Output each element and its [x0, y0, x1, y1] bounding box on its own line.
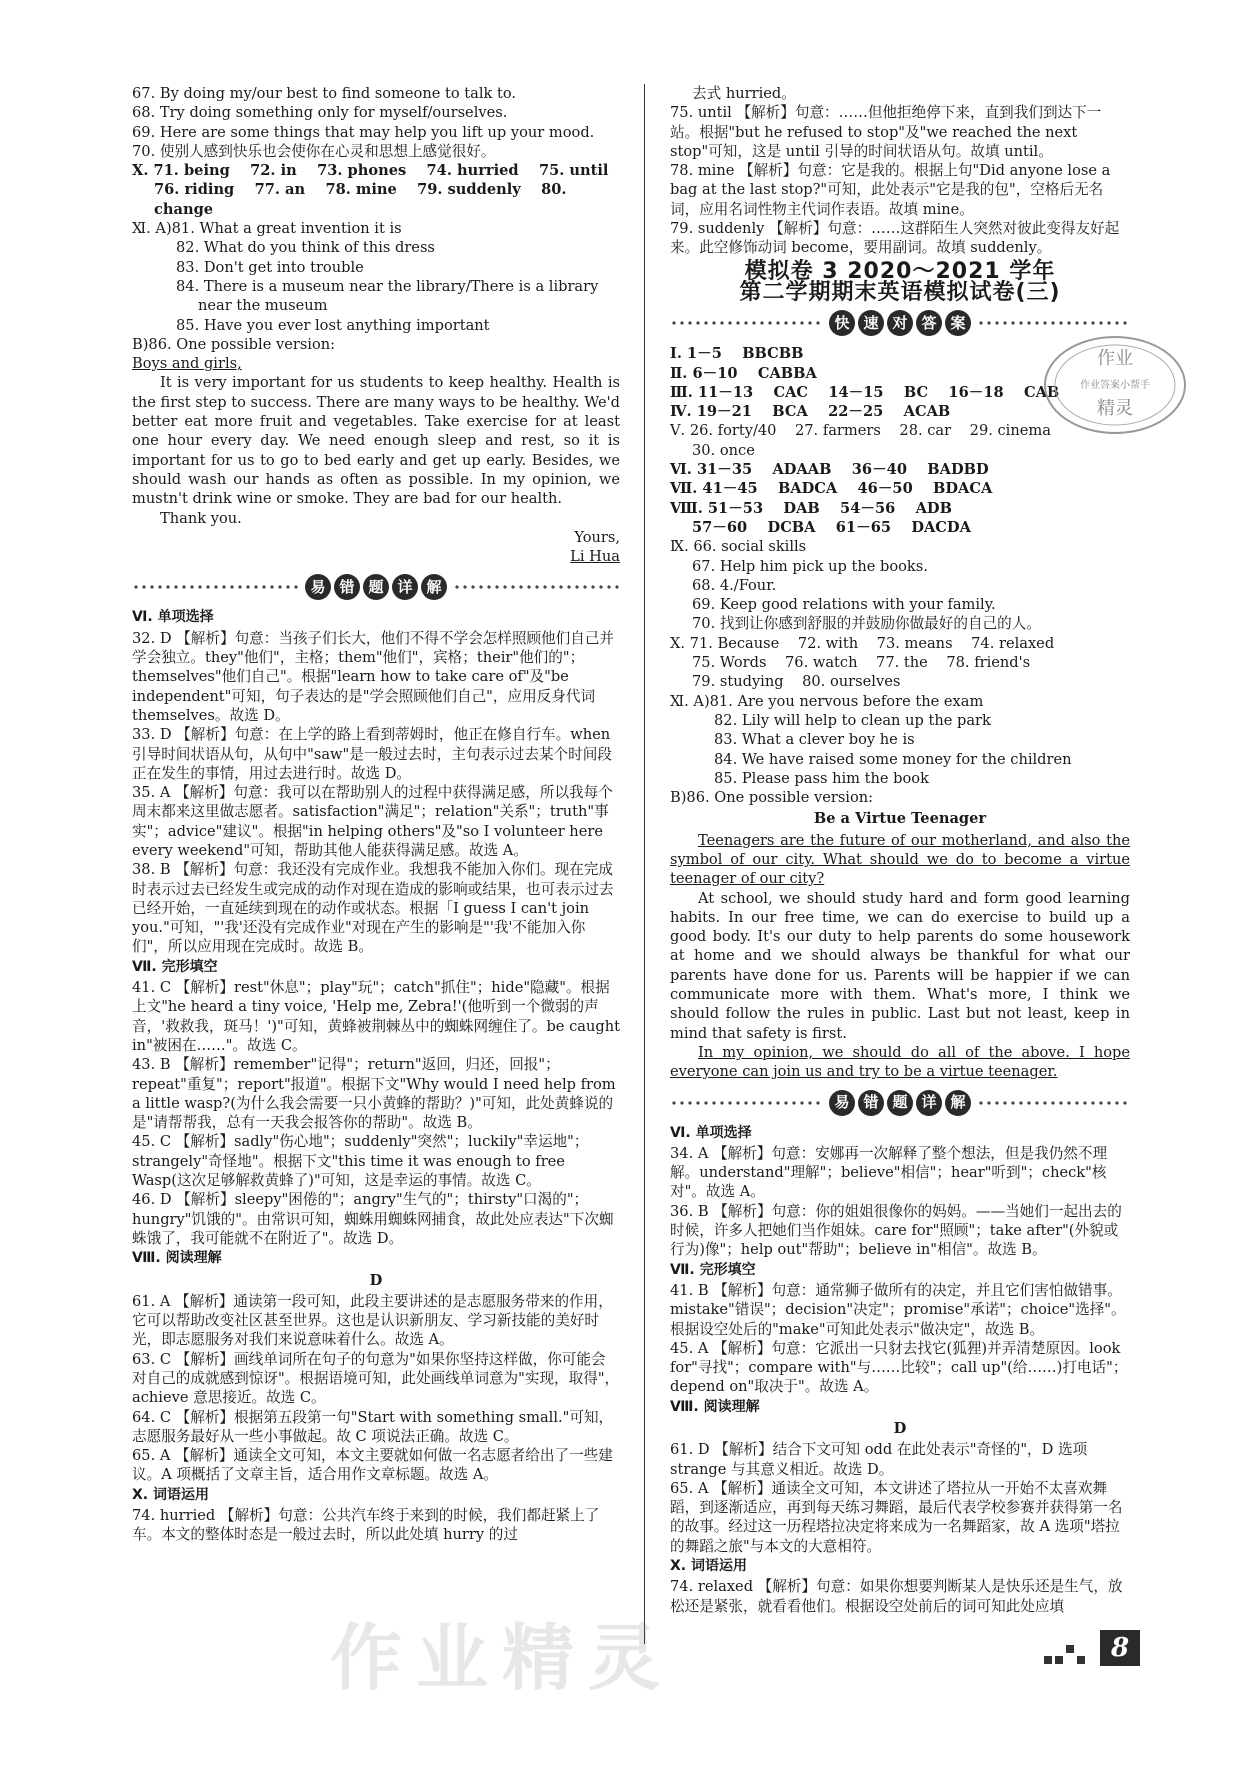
left-column: [132, 84, 625, 1545]
section-banner: [132, 572, 620, 602]
answer-line: 68. Try doing something only for myself/ourselves.: [132, 104, 508, 122]
banner-char: 错: [858, 1090, 884, 1116]
essay-title: Be a Virtue Teenager: [813, 810, 987, 828]
answer-line: 85. Please pass him the book: [714, 769, 929, 787]
explanation-item: 41. B 【解析】句意：通常狮子做所有的决定，并且它们害怕做错事。mistake"错误"；decision"决定"；promise"承诺"；choice"选择"。根据设空处后的"make"可知此处表示"做决定"，故选 B。: [670, 1281, 1126, 1338]
explanation-item: 61. A 【解析】通读第一段可知，此段主要讲述的是志愿服务带来的作用，它可以帮助改变社区甚至世界。这也是认识新朋友、学习新技能的美好时光，即志愿服务对我们来说意味着什么。故选 A。: [132, 1292, 613, 1349]
answer-line: B)86. One possible version:: [132, 335, 336, 353]
answer-line: 68. 4./Four.: [692, 576, 777, 594]
answer-line: 83. Don't get into trouble: [176, 258, 364, 276]
answer-line: 82. What do you think of this dress: [176, 239, 435, 257]
answer-line: 67. Help him pick up the books.: [692, 557, 928, 575]
answer-line: 57－60 DCBA 61－65 DACDA: [692, 518, 971, 536]
explanation-item: 78. mine 【解析】句意：它是我的。根据上句"Did anyone lose a bag at the last stop?"可知，此处表示"它是我的包"，空格后无名词，应用名词性物主代词作表语。故填 mine。: [670, 162, 1115, 218]
answer-line: 76. riding 77. an 78. mine 79. suddenly 80. change: [154, 181, 572, 218]
answer-line: Ⅺ. A)81. What a great invention it is: [132, 220, 402, 238]
explanation-item: 63. C 【解析】画线单词所在句子的句意为"如果你坚持这样做，你可能会对自己的成就感到惊讶"。根据语境可知，此处画线单词意为"实现，取得"，achieve 意思接近。故选 C。: [132, 1350, 620, 1407]
section-heading: Ⅵ. 单项选择: [132, 609, 214, 626]
banner-char: 详: [392, 574, 418, 600]
answer-line: Ⅳ. 19－21 BCA 22－25 ACAB: [670, 403, 951, 421]
watermark-text: 作业精灵: [330, 1616, 675, 1700]
answer-line: 30. once: [692, 441, 755, 459]
explanation-item: 75. until 【解析】句意：……但他拒绝停下来，直到我们到达下一站。根据"but he refused to stop"及"we reached the next stop"可知，这是 until 引导的时间状语从句。故填 until。: [670, 104, 1102, 160]
explanation-item: 35. A 【解析】句意：我可以在帮助别人的过程中获得满足感，所以我每个周末都来这里做志愿者。satisfaction"满足"；relation"关系"；truth"事实"；advice"建议"。根据"in helping others"及"so I volunteer here every weekend"可知，帮助其他人能获得满足感。故选 A。: [132, 784, 613, 859]
page-number: 8: [1100, 1630, 1140, 1666]
explanation-item: 64. C 【解析】根据第五段第一句"Start with something small."可知，志愿服务最好从一些小事做起。故 C 项说法正确。故选 C。: [132, 1408, 614, 1445]
essay-signature: Li Hua: [570, 548, 620, 566]
explanation-item: 79. suddenly 【解析】句意：……这群陌生人突然对彼此变得友好起来。此空修饰动词 become，要用副词。故填 suddenly。: [670, 220, 1120, 257]
dots-decoration: [670, 321, 823, 325]
section-heading: Ⅷ. 阅读理解: [670, 1398, 760, 1415]
answer-line: 85. Have you ever lost anything important: [176, 316, 490, 334]
explanation-item: 去式 hurried。: [692, 85, 796, 102]
banner-char: 答: [916, 310, 942, 336]
banner-char: 易: [305, 574, 331, 600]
answer-line: 84. We have raised some money for the children: [714, 750, 1072, 768]
explanation-item: 74. hurried 【解析】句意：公共汽车终于来到的时候，我们都赶紧上了车。本文的整体时态是一般过去时，所以此处填 hurry 的过: [132, 1507, 600, 1544]
page-corner-decoration: [1044, 1642, 1094, 1664]
explanation-item: 36. B 【解析】句意：你的姐姐很像你的妈妈。——当她们一起出去的时候，许多人把她们当作姐妹。care for"照顾"；take after"(外貌或行为)像"；help out"帮助"；believe in"相信"。故选 B。: [670, 1202, 1122, 1259]
explanation-item: 43. B 【解析】remember"记得"；return"返回，归还，回报"；repeat"重复"；report"报道"。根据下文"Why would I need help from a little wasp?(为什么我会需要一只小黄蜂的帮助？)"可知，此处黄蜂说的是"请帮帮我，总有一天我会报答你的帮助"。故选 B。: [132, 1056, 621, 1132]
banner-char: 对: [887, 310, 913, 336]
section-heading: Ⅶ. 完形填空: [670, 1261, 756, 1278]
explanation-item: 45. C 【解析】sadly"伤心地"；suddenly"突然"；luckily"幸运地"；strangely"奇怪地"。根据下文"this time it was enough to free Wasp(这次足够解救黄蜂了)"可知，这是幸运的事情。故选 C。: [132, 1133, 589, 1190]
banner-char: 解: [421, 574, 447, 600]
passage-letter: D: [893, 1420, 907, 1437]
banner-char: 速: [858, 310, 884, 336]
explanation-item: 65. A 【解析】通读全文可知，本文讲述了塔拉从一开始不太喜欢舞蹈，到逐渐适应，再到每天练习舞蹈，最后代表学校参赛并获得第一名的故事。经过这一历程塔拉决定将来成为一名舞蹈家，故 A 选项"塔拉的舞蹈之旅"与本文的大意相符。: [670, 1479, 1123, 1555]
banner-char: 快: [829, 310, 855, 336]
essay-paragraph: Teenagers are the future of our motherland, and also the symbol of our city. What should we do to become a virtue teenager of our city?: [670, 831, 1130, 888]
explanation-item: 61. D 【解析】结合下文可知 odd 在此处表示"奇怪的"，D 选项 strange 与其意义相近。故选 D。: [670, 1441, 1092, 1478]
answer-line: 69. Here are some things that may help you lift up your mood.: [132, 123, 595, 141]
answer-line: Ⅷ. 51－53 DAB 54－56 ADB: [670, 499, 952, 517]
exam-title-line1: 模拟卷 3 2020～2021 学年: [744, 258, 1056, 284]
explanation-item: 45. A 【解析】句意：它派出一只豺去找它(狐狸)并弄清楚原因。look for"寻找"；compare with"与……比较"；call up"(给……)打电话"；depend on"取决于"。故选 A。: [670, 1339, 1128, 1396]
answer-line: 82. Lily will help to clean up the park: [714, 711, 991, 729]
answer-line: Ⅶ. 41－45 BADCA 46－50 BDACA: [670, 480, 993, 498]
answer-line: Ⅴ. 26. forty/40 27. farmers 28. car 29. cinema: [670, 422, 1051, 440]
answer-line: 83. What a clever boy he is: [714, 731, 915, 749]
explanation-item: 32. D 【解析】句意：当孩子们长大，他们不得不学会怎样照顾他们自己并学会独立。they"他们"，主格；them"他们"，宾格；their"他们的"；themselves"他们自己"。根据"learn how to take care of"及"be independent"可知，句子表达的是"学会照顾他们自己"，应用反身代词 themselves。故选 D。: [132, 629, 615, 724]
essay-paragraph: At school, we should study hard and form good learning habits. In our free time, we can do exercise to build up a good body. It's our duty to help parents do some housework at home and we should always be thankful for what our parents have done for us. Parents will be happier if we can communicate more with them. What's more, I think we should follow the rules in public. Last but not least, keep in mind that safety is first.: [670, 889, 1130, 1042]
answer-line: 75. Words 76. watch 77. the 78. friend's: [692, 654, 1031, 672]
answer-line: 79. studying 80. ourselves: [692, 673, 901, 691]
answer-line: near the museum: [198, 297, 328, 315]
dots-decoration: [132, 585, 299, 589]
answer-line: 70. 找到让你感到舒服的并鼓励你做最好的自己的人。: [692, 615, 1041, 633]
dots-decoration: [453, 585, 620, 589]
answer-line: Ⅹ. 71. being 72. in 73. phones 74. hurried 75. until: [132, 162, 609, 180]
answer-line: 69. Keep good relations with your family.: [692, 596, 996, 614]
explanation-item: 46. D 【解析】sleepy"困倦的"；angry"生气的"；thirsty"口渴的"；hungry"饥饿的"。由常识可知，蜘蛛用蜘蛛网捕食，故此处应表达"下次蜘蛛饿了，我可能就不在附近了"。故选 D。: [132, 1191, 614, 1247]
dots-decoration: [977, 321, 1130, 325]
stamp-text: 精灵: [1097, 398, 1133, 419]
explanation-item: 41. C 【解析】rest"休息"；play"玩"；catch"抓住"；hide"隐藏"。根据上文"he heard a tiny voice, 'Help me, Zebra!'(他听到一个微弱的声音，'救救我，斑马！')"可知，黄蜂被荆棘丛中的蜘蛛网缠住了。be caught in"被困在……"。故选 C。: [132, 979, 625, 1054]
section-heading: Ⅶ. 完形填空: [132, 958, 218, 975]
banner-char: 解: [945, 1090, 971, 1116]
answer-line: Ⅸ. 66. social skills: [670, 538, 807, 556]
section-heading: Ⅹ. 词语运用: [670, 1558, 747, 1575]
banner-char: 详: [916, 1090, 942, 1116]
section-heading: Ⅹ. 词语运用: [132, 1486, 209, 1503]
banner-char: 题: [363, 574, 389, 600]
explanation-item: 38. B 【解析】句意：我还没有完成作业。我想我不能加入你们。现在完成时表示过去已经发生或完成的动作对现在造成的影响或结果，也可表示过去已经开始，一直延续到现在的动作或状态。根据「I guess I can't join you."可知，"'我'还没有完成作业"对现在产生的影响是"'我'不能加入你们"，所以应用现在完成时。故选 B。: [132, 861, 614, 956]
answer-line: 70. 使别人感到快乐也会使你在心灵和思想上感觉很好。: [132, 142, 496, 160]
answer-line: 67. By doing my/our best to find someone to talk to.: [132, 85, 517, 102]
answer-line: Ⅹ. 71. Because 72. with 73. means 74. relaxed: [670, 634, 1055, 652]
section-banner: [670, 1088, 1130, 1118]
essay-paragraph: In my opinion, we should do all of the above. I hope everyone can join us and try to be a virtue teenager.: [670, 1043, 1130, 1081]
banner-char: 题: [887, 1090, 913, 1116]
banner-char: 错: [334, 574, 360, 600]
answer-line: 84. There is a museum near the library/There is a library: [176, 277, 599, 295]
answer-line: B)86. One possible version:: [670, 789, 874, 807]
essay-paragraph: It is very important for us students to keep healthy. Health is the first step to success. There are many ways to be healthy. We'd better eat more fruit and vegetables. Take exercise for at least one hour every day. We need enough sleep and rest, so it is important for us to go to bed early and get up early. Besides, we should wash our hands as often as possible. In my opinion, we mustn't drink wine or smoke. They are bad for our health.: [132, 374, 620, 508]
explanation-item: 65. A 【解析】通读全文可知，本文主要就如何做一名志愿者给出了一些建议。A 项概括了文章主旨，适合用作文章标题。故选 A。: [132, 1447, 613, 1484]
right-column: [670, 84, 1130, 1616]
column-divider: [644, 84, 645, 1644]
watermark-stamp-icon: [1040, 330, 1190, 440]
explanation-item: 33. D 【解析】句意：在上学的路上看到蒂姆时，他正在修自行车。when 引导时间状语从句，从句中"saw"是一般过去时，主句表示过去某个时间段正在发生的事情，用过去进行时。故选 D。: [132, 726, 615, 782]
answer-line: Ⅵ. 31－35 ADAAB 36－40 BADBD: [670, 461, 989, 479]
section-heading: Ⅵ. 单项选择: [670, 1124, 752, 1141]
answer-line: Ⅰ. 1－5 BBCBB: [670, 345, 804, 363]
banner-char: 案: [945, 310, 971, 336]
explanation-item: 74. relaxed 【解析】句意：如果你想要判断某人是快乐还是生气，放松还是紧张，就看看他们。根据设空处前后的词可知此处应填: [670, 1578, 1123, 1615]
answer-line: Ⅱ. 6－10 CABBA: [670, 364, 817, 382]
essay-salutation: Boys and girls,: [132, 355, 242, 373]
exam-title-line2: 第二学期期末英语模拟试卷(三): [739, 279, 1061, 305]
dots-decoration: [670, 1101, 823, 1105]
section-heading: Ⅷ. 阅读理解: [132, 1250, 222, 1267]
passage-letter: D: [369, 1271, 383, 1289]
stamp-text: 作业: [1097, 348, 1133, 369]
explanation-item: 34. A 【解析】句意：安娜再一次解释了整个想法，但是我仍然不理解。understand"理解"；believe"相信"；hear"听到"；check"核对"。故选 A。: [670, 1144, 1108, 1201]
banner-char: 易: [829, 1090, 855, 1116]
dots-decoration: [977, 1101, 1130, 1105]
answer-line: Ⅲ. 11－13 CAC 14－15 BC 16－18 CAB: [670, 383, 1060, 401]
essay-closing: Yours,: [574, 528, 620, 546]
answer-line: Ⅺ. A)81. Are you nervous before the exam: [670, 692, 984, 710]
stamp-text: 作业答案小帮手: [1080, 380, 1150, 391]
essay-paragraph: Thank you.: [160, 509, 242, 527]
